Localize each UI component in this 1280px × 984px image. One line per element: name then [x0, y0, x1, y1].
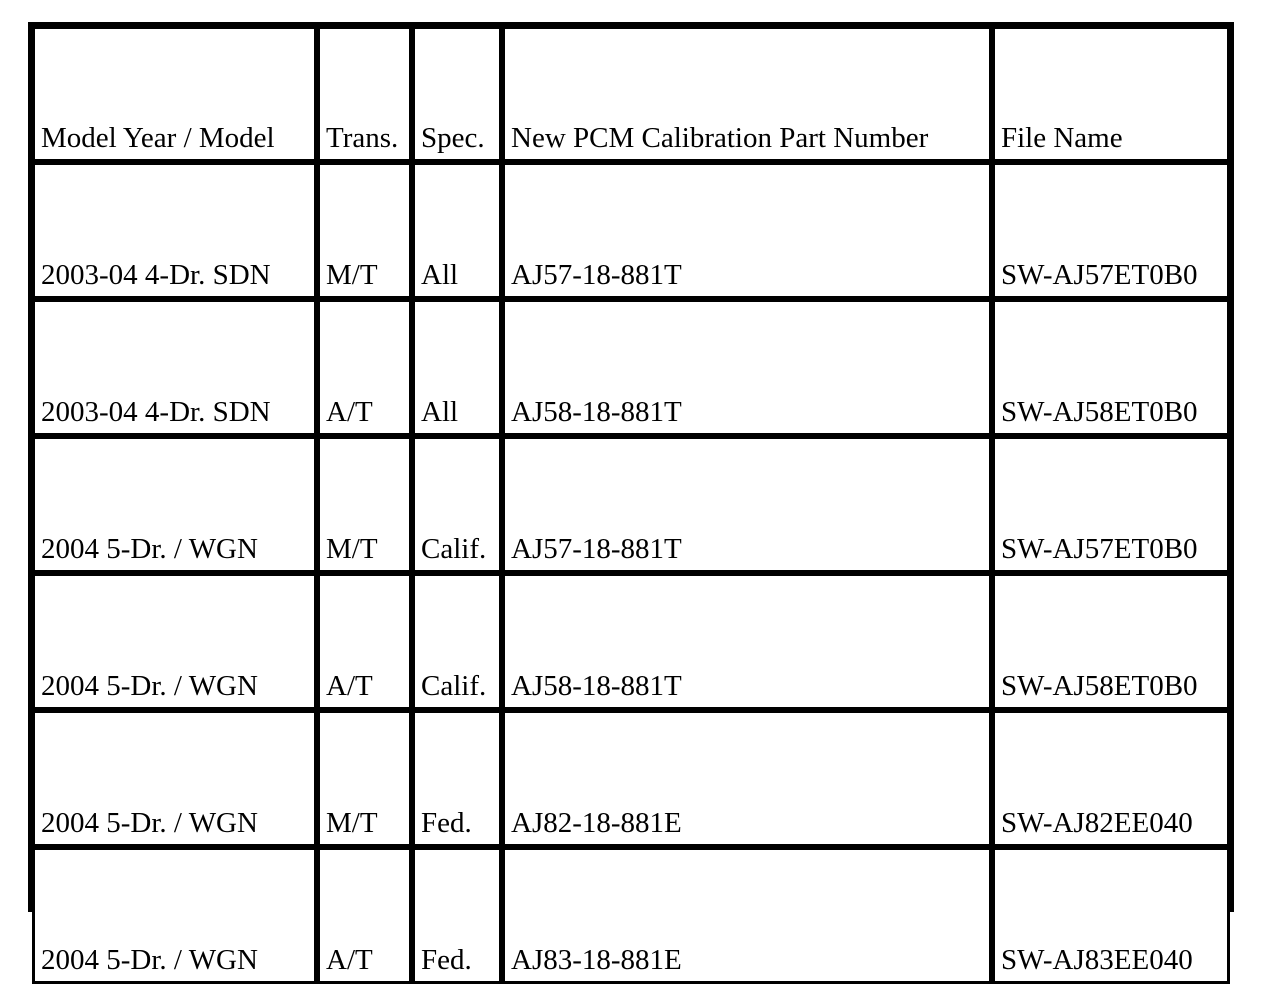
table-header-row: [32, 26, 1230, 162]
cell-model: 2004 5-Dr. / WGN: [32, 847, 317, 984]
cell-spec: Calif.: [412, 573, 502, 710]
cell-spec: Fed.: [412, 847, 502, 984]
cell-part-number: AJ57-18-881T: [502, 436, 992, 573]
cell-part-number: AJ58-18-881T: [502, 573, 992, 710]
cell-spec: All: [412, 162, 502, 299]
table-row: [32, 710, 1230, 847]
column-header-part-number: New PCM Calibration Part Number: [502, 26, 992, 162]
cell-file-name: SW-AJ58ET0B0: [992, 299, 1230, 436]
cell-file-name: SW-AJ57ET0B0: [992, 162, 1230, 299]
cell-model: 2003-04 4-Dr. SDN: [32, 299, 317, 436]
cell-model: 2004 5-Dr. / WGN: [32, 436, 317, 573]
column-header-trans: Trans.: [317, 26, 412, 162]
cell-part-number: AJ83-18-881E: [502, 847, 992, 984]
cell-file-name: SW-AJ83EE040: [992, 847, 1230, 984]
column-header-model: Model Year / Model: [32, 26, 317, 162]
calibration-table-container: [28, 22, 1234, 976]
cell-file-name: SW-AJ82EE040: [992, 710, 1230, 847]
cell-trans: M/T: [317, 710, 412, 847]
cell-file-name: SW-AJ57ET0B0: [992, 436, 1230, 573]
cell-part-number: AJ58-18-881T: [502, 299, 992, 436]
cell-file-name: SW-AJ58ET0B0: [992, 573, 1230, 710]
cell-trans: A/T: [317, 299, 412, 436]
table-row: [32, 299, 1230, 436]
cell-spec: Calif.: [412, 436, 502, 573]
table-row: [32, 162, 1230, 299]
cell-spec: Fed.: [412, 710, 502, 847]
cell-model: 2004 5-Dr. / WGN: [32, 710, 317, 847]
calibration-table: [32, 26, 1230, 984]
cell-model: 2003-04 4-Dr. SDN: [32, 162, 317, 299]
cell-model: 2004 5-Dr. / WGN: [32, 573, 317, 710]
cell-trans: A/T: [317, 573, 412, 710]
column-header-file-name: File Name: [992, 26, 1230, 162]
cell-part-number: AJ82-18-881E: [502, 710, 992, 847]
column-header-spec: Spec.: [412, 26, 502, 162]
cell-trans: M/T: [317, 436, 412, 573]
table-row: [32, 847, 1230, 984]
cell-trans: A/T: [317, 847, 412, 984]
cell-spec: All: [412, 299, 502, 436]
table-row: [32, 573, 1230, 710]
cell-part-number: AJ57-18-881T: [502, 162, 992, 299]
table-row: [32, 436, 1230, 573]
cell-trans: M/T: [317, 162, 412, 299]
